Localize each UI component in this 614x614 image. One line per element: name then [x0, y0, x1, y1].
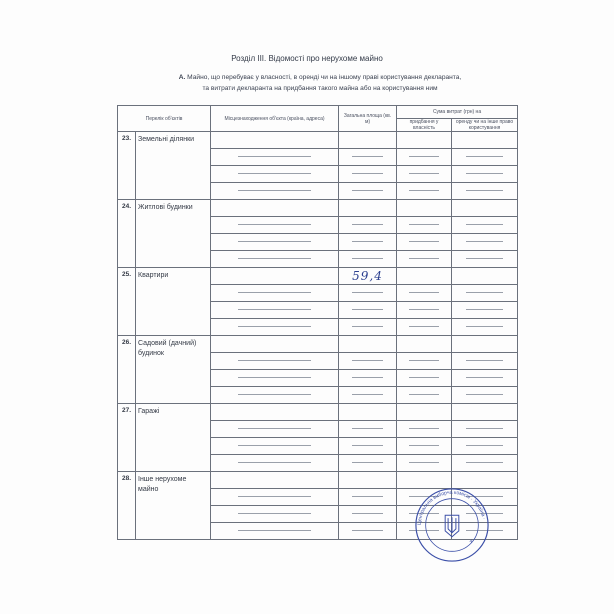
- dash-mark: [238, 496, 312, 497]
- table-cell: [452, 421, 518, 438]
- dash-mark: [409, 428, 439, 429]
- header-row-1: [118, 106, 518, 119]
- dash-mark: [466, 173, 503, 174]
- dash-mark: [238, 462, 312, 463]
- dash-mark: [352, 394, 384, 395]
- dash-mark: [466, 462, 503, 463]
- dash-mark: [409, 445, 439, 446]
- dash-mark: [352, 241, 384, 242]
- dash-mark: [466, 156, 503, 157]
- section-empty-cell: [452, 404, 518, 421]
- property-table: [117, 105, 518, 540]
- section-empty-cell: [211, 336, 339, 353]
- dash-mark: [352, 513, 384, 514]
- dash-mark: [466, 190, 503, 191]
- table-cell: [339, 455, 397, 472]
- dash-mark: [238, 241, 312, 242]
- dash-mark: [238, 377, 312, 378]
- section-name: Житлові будинки: [136, 200, 211, 268]
- dash-mark: [238, 360, 312, 361]
- stamp-ring-text: Центральна виборча комісія · Україна ·: [416, 489, 487, 526]
- table-cell: [339, 166, 397, 183]
- dash-mark: [352, 377, 384, 378]
- dash-mark: [352, 258, 384, 259]
- dash-mark: [238, 190, 312, 191]
- table-cell: [211, 523, 339, 540]
- trident-emblem-icon: [445, 515, 459, 536]
- dash-mark: [409, 173, 439, 174]
- section-empty-cell: [339, 200, 397, 217]
- table-cell: [452, 234, 518, 251]
- section-name: Квартири: [136, 268, 211, 336]
- section-empty-cell: [452, 132, 518, 149]
- dash-mark: [238, 173, 312, 174]
- official-stamp: [413, 486, 491, 564]
- section-name: Інше нерухоме майно: [136, 472, 211, 540]
- table-cell: [339, 285, 397, 302]
- table-cell: [339, 438, 397, 455]
- table-cell: [339, 489, 397, 506]
- table-cell: [397, 234, 452, 251]
- section-empty-cell: [397, 200, 452, 217]
- table-cell: [452, 183, 518, 200]
- section-number: 26.: [118, 336, 136, 404]
- table-cell: [339, 387, 397, 404]
- table-cell: [339, 149, 397, 166]
- stamp-number: 4: [469, 539, 473, 545]
- table-cell: [397, 438, 452, 455]
- dash-mark: [409, 190, 439, 191]
- section-name: Садовий (дачний) будинок: [136, 336, 211, 404]
- section-empty-cell: [397, 336, 452, 353]
- section-empty-cell: [397, 404, 452, 421]
- dash-mark: [466, 428, 503, 429]
- dash-mark: [238, 428, 312, 429]
- dash-mark: [466, 258, 503, 259]
- section-name: Гаражі: [136, 404, 211, 472]
- table-cell: [339, 353, 397, 370]
- dash-mark: [352, 224, 384, 225]
- dash-mark: [409, 462, 439, 463]
- subtitle-text: Майно, що перебуває у власності, в оренді чи на іншому праві користування декларанта,: [187, 74, 462, 81]
- section-empty-cell: [211, 404, 339, 421]
- table-cell: [339, 251, 397, 268]
- section-number: 23.: [118, 132, 136, 200]
- table-row: [118, 268, 518, 285]
- table-cell: [452, 438, 518, 455]
- table-row: [118, 200, 518, 217]
- table-cell: [211, 489, 339, 506]
- dash-mark: [409, 224, 439, 225]
- table-cell: [211, 183, 339, 200]
- dash-mark: [352, 445, 384, 446]
- dash-mark: [238, 224, 312, 225]
- table-cell: [452, 251, 518, 268]
- dash-mark: [409, 360, 439, 361]
- section-empty-cell: [452, 268, 518, 285]
- table-cell: [452, 455, 518, 472]
- dash-mark: [352, 360, 384, 361]
- table-cell: [397, 370, 452, 387]
- dash-mark: [409, 309, 439, 310]
- dash-mark: [352, 309, 384, 310]
- dash-mark: [409, 377, 439, 378]
- dash-mark: [238, 258, 312, 259]
- table-cell: [452, 217, 518, 234]
- table-cell: [397, 353, 452, 370]
- dash-mark: [352, 173, 384, 174]
- section-empty-cell: [397, 132, 452, 149]
- table-row: [118, 336, 518, 353]
- dash-mark: [409, 258, 439, 259]
- table-cell: [339, 319, 397, 336]
- section-number: 28.: [118, 472, 136, 540]
- table-cell: [452, 387, 518, 404]
- dash-mark: [409, 326, 439, 327]
- dash-mark: [238, 530, 312, 531]
- table-cell: [211, 370, 339, 387]
- section-empty-cell: [339, 336, 397, 353]
- header-area: Загальна площа (кв. м): [339, 106, 397, 132]
- table-cell: [397, 302, 452, 319]
- table-cell: [397, 285, 452, 302]
- dash-mark: [466, 241, 503, 242]
- section-empty-cell: [339, 472, 397, 489]
- dash-mark: [238, 292, 312, 293]
- table-cell: [211, 217, 339, 234]
- table-cell: [211, 166, 339, 183]
- table-cell: [339, 421, 397, 438]
- table-cell: [211, 387, 339, 404]
- table-cell: [397, 387, 452, 404]
- section-number: 24.: [118, 200, 136, 268]
- table-cell: [397, 251, 452, 268]
- section-empty-cell: [339, 132, 397, 149]
- dash-mark: [352, 462, 384, 463]
- dash-mark: [466, 309, 503, 310]
- dash-mark: [352, 292, 384, 293]
- section-empty-cell: [452, 200, 518, 217]
- table-cell: [339, 234, 397, 251]
- table-cell: [211, 455, 339, 472]
- table-cell: [211, 285, 339, 302]
- dash-mark: [466, 394, 503, 395]
- dash-mark: [466, 224, 503, 225]
- section-title: Розділ ІІІ. Відомості про нерухоме майно: [231, 54, 383, 63]
- table-cell: [397, 217, 452, 234]
- table-cell: [397, 166, 452, 183]
- table-cell: [211, 353, 339, 370]
- dash-mark: [466, 326, 503, 327]
- dash-mark: [466, 360, 503, 361]
- section-empty-cell: [452, 336, 518, 353]
- table-cell: [397, 183, 452, 200]
- dash-mark: [238, 513, 312, 514]
- section-name: Земельні ділянки: [136, 132, 211, 200]
- dash-mark: [352, 428, 384, 429]
- table-cell: [452, 319, 518, 336]
- table-cell: [397, 455, 452, 472]
- table-cell: [339, 302, 397, 319]
- table-cell: [339, 370, 397, 387]
- section-empty-cell: [211, 132, 339, 149]
- dash-mark: [238, 445, 312, 446]
- dash-mark: [352, 326, 384, 327]
- dash-mark: [466, 445, 503, 446]
- table-cell: [211, 302, 339, 319]
- table-cell: [452, 285, 518, 302]
- section-empty-cell: [397, 268, 452, 285]
- dash-mark: [238, 309, 312, 310]
- dash-mark: [352, 190, 384, 191]
- header-object-list: Перелік об'єктів: [118, 106, 211, 132]
- section-empty-cell: [211, 472, 339, 489]
- table-cell: [211, 319, 339, 336]
- section-subtitle: [120, 72, 520, 94]
- dash-mark: [238, 156, 312, 157]
- section-empty-cell: [211, 268, 339, 285]
- table-cell: [339, 506, 397, 523]
- subtitle-prefix: А.: [178, 74, 186, 81]
- section-empty-cell: [211, 200, 339, 217]
- table-cell: [211, 438, 339, 455]
- dash-mark: [238, 394, 312, 395]
- table-cell: [339, 183, 397, 200]
- header-rent: оренду чи на інше право користування: [452, 119, 518, 132]
- table-cell: [452, 302, 518, 319]
- dash-mark: [238, 326, 312, 327]
- section-empty-cell: [339, 404, 397, 421]
- header-purchase: придбання у власність: [397, 119, 452, 132]
- dash-mark: [409, 156, 439, 157]
- table-cell: [211, 251, 339, 268]
- dash-mark: [409, 241, 439, 242]
- table-cell: [452, 370, 518, 387]
- dash-mark: [352, 496, 384, 497]
- header-location: Місцезнаходження об'єкта (країна, адреса): [211, 106, 339, 132]
- table-cell: [211, 149, 339, 166]
- handwritten-area-value: 59,4: [352, 269, 383, 283]
- dash-mark: [466, 377, 503, 378]
- dash-mark: [352, 156, 384, 157]
- header-costs-group: Сума витрат (грн) на: [397, 106, 518, 119]
- section-empty-cell: [339, 268, 397, 285]
- table-cell: [211, 234, 339, 251]
- table-cell: [397, 421, 452, 438]
- dash-mark: [409, 394, 439, 395]
- dash-mark: [352, 530, 384, 531]
- section-number: 25.: [118, 268, 136, 336]
- section-number: 27.: [118, 404, 136, 472]
- table-cell: [452, 166, 518, 183]
- table-cell: [339, 217, 397, 234]
- dash-mark: [466, 292, 503, 293]
- table-cell: [211, 506, 339, 523]
- table-row: [118, 404, 518, 421]
- table-row: [118, 132, 518, 149]
- table-cell: [452, 353, 518, 370]
- table-cell: [397, 149, 452, 166]
- table-cell: [452, 149, 518, 166]
- table-cell: [339, 523, 397, 540]
- table-cell: [397, 319, 452, 336]
- table-cell: [211, 421, 339, 438]
- subtitle-line2: та витрати декларанта на придбання такого майна або на користування ним: [202, 85, 438, 92]
- dash-mark: [409, 292, 439, 293]
